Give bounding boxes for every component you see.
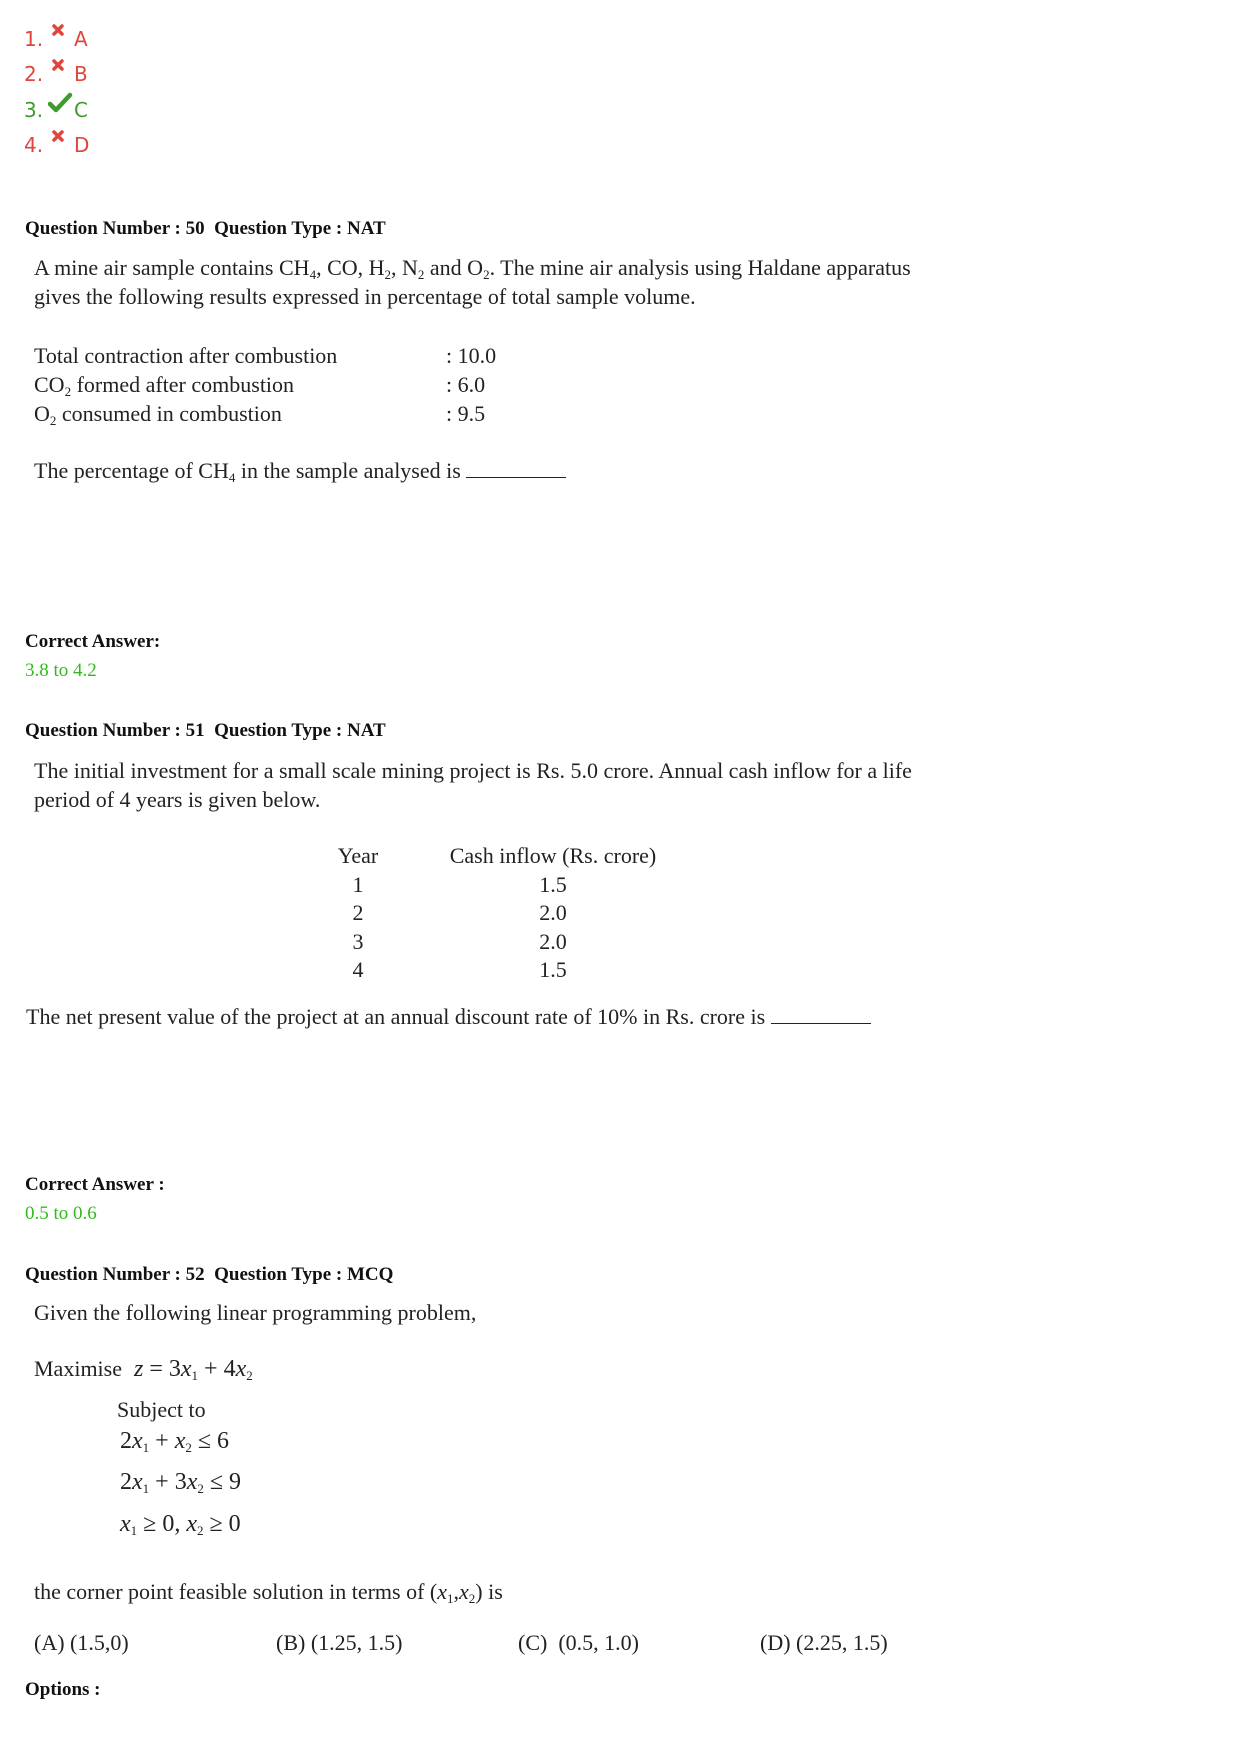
result-row: $O_2$ consumed in combustion : 9.5	[34, 401, 486, 428]
question-header: Question Number : 52 Question Type : MCQ	[25, 1264, 394, 1285]
question-header: Question Number : 50 Question Type : NAT	[25, 218, 386, 239]
result-value: : 10.0	[446, 343, 497, 368]
result-value: : 9.5	[446, 401, 486, 426]
option-label: A	[74, 27, 88, 51]
checkmark-icon	[48, 91, 74, 117]
option-number: 2.	[24, 62, 44, 86]
option-number: 4.	[24, 133, 44, 157]
constraint: $2x_1 + x_2 \le 6$	[120, 1428, 230, 1455]
result-row: Total contraction after combustion : 10.0	[34, 343, 497, 368]
option-label: D	[74, 133, 90, 157]
question-intro: The initial investment for a small scale mining project is Rs. 5.0 crore. Annual cash inflow for a life period of 4 years is given below.	[34, 758, 912, 812]
subject-to-label: Subject to	[117, 1397, 206, 1422]
options-label: Options :	[25, 1679, 101, 1700]
result-value: : 6.0	[446, 372, 486, 397]
question-prompt: The percentage of $CH_4$ in the sample analysed is	[34, 456, 1134, 485]
choice-c: (C) (0.5, 1.0)	[518, 1630, 639, 1655]
table-row: 3 2.0	[352, 928, 567, 954]
cross-icon	[48, 126, 74, 152]
cash-flow-table	[318, 842, 708, 985]
result-row: $CO_2$ formed after combustion : 6.0	[34, 372, 486, 399]
choice-b: (B) (1.25, 1.5)	[276, 1630, 403, 1655]
option-number: 1.	[24, 27, 44, 51]
choice-d: (D) (2.25, 1.5)	[760, 1630, 888, 1655]
option-row	[24, 59, 88, 89]
column-header: Year	[337, 843, 379, 868]
constraint: $2x_1 + 3x_2 \le 9$	[120, 1469, 242, 1496]
correct-answer-value: 0.5 to 0.6	[25, 1203, 97, 1224]
correct-answer-value: 3.8 to 4.2	[25, 660, 97, 681]
constraint: $x_1 \ge 0$, $x_2 \ge 0$	[120, 1511, 241, 1538]
cross-icon	[48, 20, 74, 46]
column-header: Cash inflow (Rs. crore)	[449, 843, 657, 868]
option-row	[24, 24, 88, 54]
question-intro: Given the following linear programming problem,	[34, 1300, 477, 1325]
choice-a: (A) (1.5,0)	[34, 1630, 129, 1655]
objective-function: Maximise $z = 3x_1 + 4x_2$	[34, 1356, 253, 1383]
table-header-row	[318, 842, 708, 871]
answer-blank	[771, 1005, 871, 1024]
table-row: 4 1.5	[352, 957, 567, 982]
option-label: B	[74, 62, 88, 86]
answer-blank	[466, 459, 566, 478]
table-row: 1 1.5	[352, 871, 567, 897]
correct-answer-label: Correct Answer :	[25, 1174, 165, 1195]
question-header: Question Number : 51 Question Type : NAT	[25, 720, 386, 741]
table-row: 2 2.0	[352, 900, 567, 925]
question-prompt: the corner point feasible solution in terms of $(x_1,x_2)$ is	[34, 1579, 503, 1606]
option-label: C	[74, 98, 88, 122]
option-row	[24, 130, 89, 160]
answer-choices	[34, 1630, 934, 1664]
option-row	[24, 95, 88, 125]
cross-icon	[48, 55, 74, 81]
analysis-results	[34, 341, 634, 428]
question-prompt: The net present value of the project at an annual discount rate of 10% in Rs. crore is	[26, 1002, 1176, 1031]
option-number: 3.	[24, 98, 44, 122]
question-intro: A mine air sample contains $CH_4$, CO, $H_2$, $N_2$ and $O_2$. The mine air analysis using Haldane apparatus gives the following results expressed in percentage of total sample volume.	[34, 255, 911, 309]
correct-answer-label: Correct Answer:	[25, 631, 161, 652]
